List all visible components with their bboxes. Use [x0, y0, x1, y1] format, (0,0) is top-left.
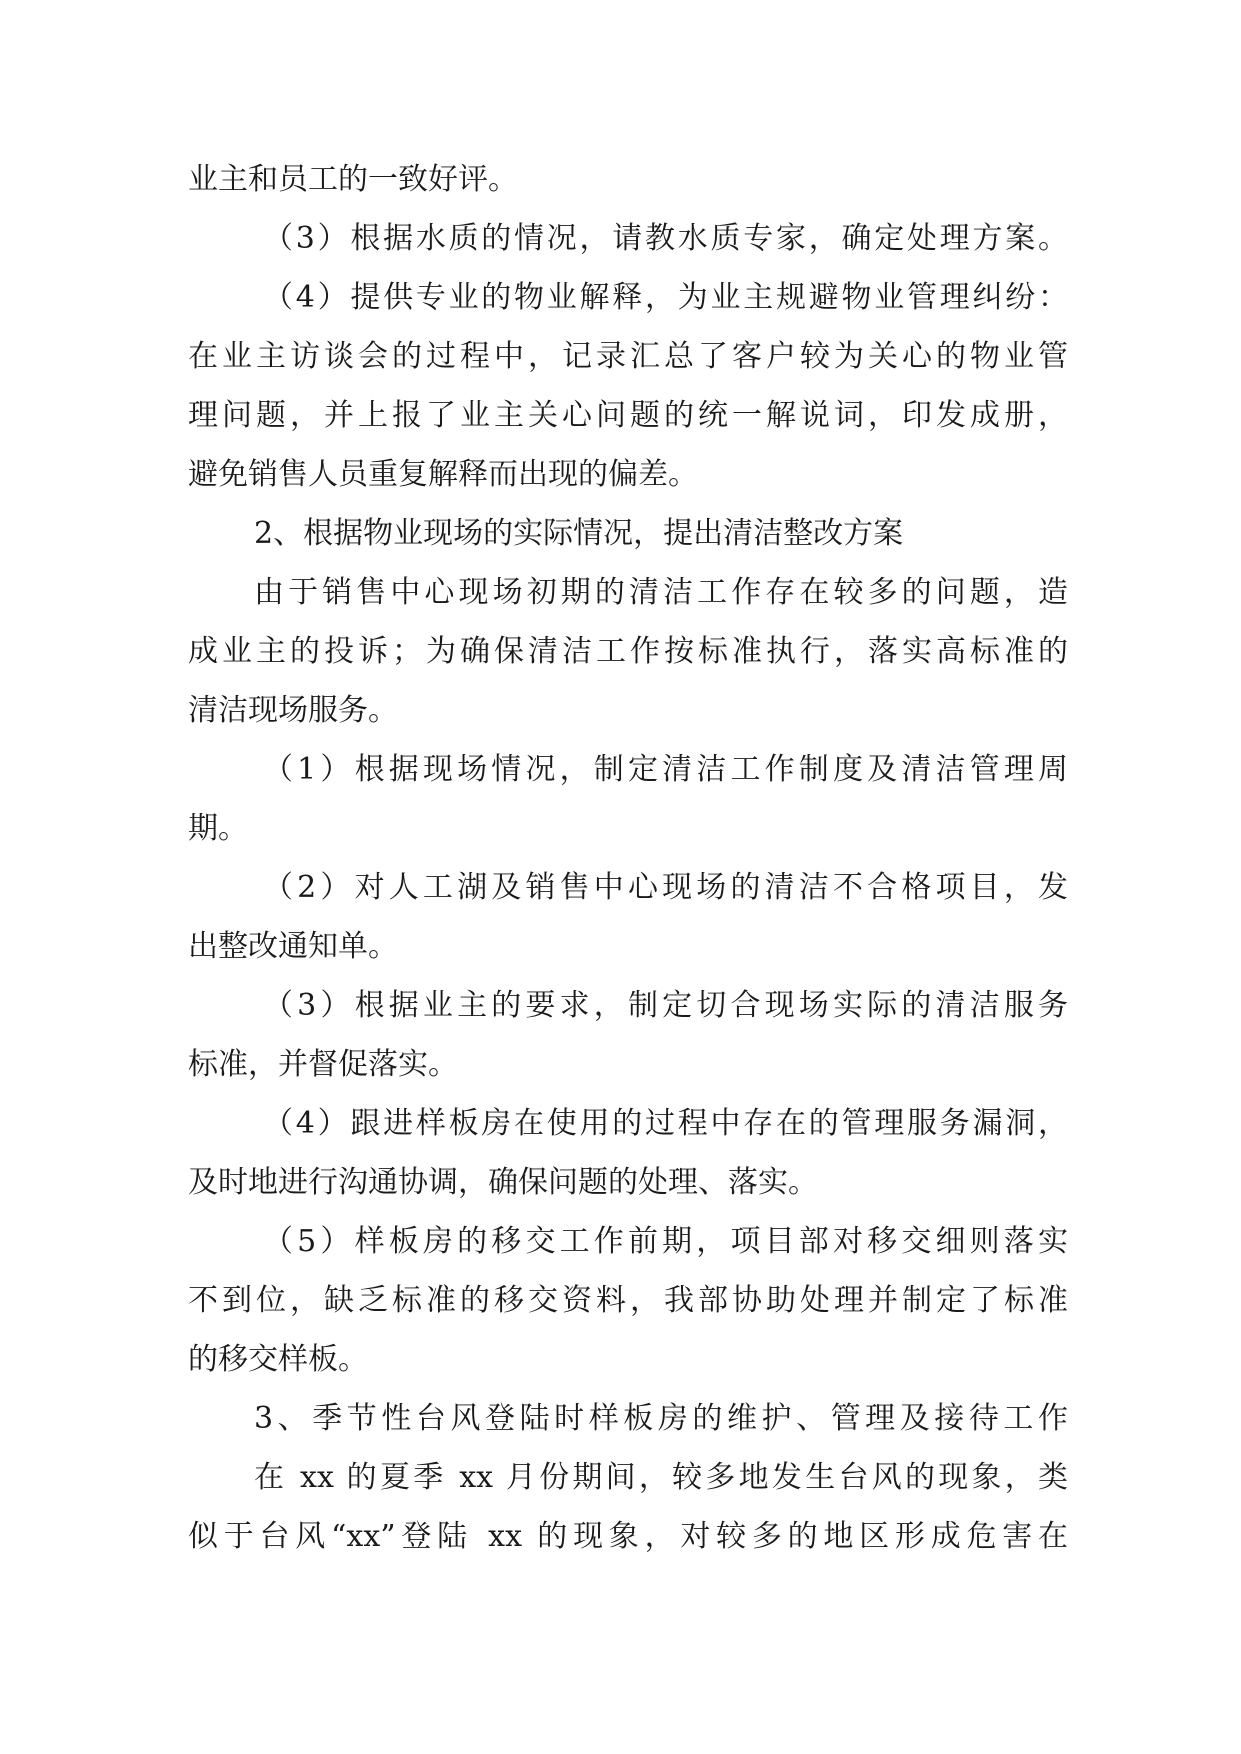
text-line: （5）样板房的移交工作前期，项目部对移交细则落实 [263, 1224, 1068, 1259]
text-line: 不到位，缺乏标准的移交资料，我部协助处理并制定了标准 [188, 1283, 1068, 1318]
text-line: 的移交样板。 [188, 1342, 368, 1377]
text-line: 出整改通知单。 [188, 929, 398, 964]
text-line: 清洁现场服务。 [188, 693, 398, 728]
text-line: （3）根据业主的要求，制定切合现场实际的清洁服务 [263, 988, 1068, 1023]
text-line: 在业主访谈会的过程中，记录汇总了客户较为关心的物业管 [188, 339, 1068, 374]
text-line: （4）提供专业的物业解释，为业主规避物业管理纠纷： [263, 280, 1068, 315]
text-line: （2）对人工湖及销售中心现场的清洁不合格项目，发 [263, 870, 1068, 905]
body-text [188, 150, 1068, 1566]
section-heading: 2、根据物业现场的实际情况，提出清洁整改方案 [254, 516, 904, 551]
text-line: 成业主的投诉；为确保清洁工作按标准执行，落实高标准的 [188, 634, 1068, 669]
text-line: 避免销售人员重复解释而出现的偏差。 [188, 457, 698, 492]
text-line: 标准，并督促落实。 [188, 1047, 458, 1082]
text-line: （4）跟进样板房在使用的过程中存在的管理服务漏洞， [263, 1106, 1068, 1141]
text-line: 及时地进行沟通协调，确保问题的处理、落实。 [188, 1165, 818, 1200]
text-line: （3）根据水质的情况，请教水质专家，确定处理方案。 [263, 221, 1068, 256]
text-line: （1）根据现场情况，制定清洁工作制度及清洁管理周 [263, 752, 1068, 787]
text-line: 期。 [188, 811, 248, 846]
text-line: 由于销售中心现场初期的清洁工作存在较多的问题，造 [254, 575, 1068, 610]
text-line: 业主和员工的一致好评。 [188, 162, 518, 197]
text-line: 在 xx 的夏季 xx 月份期间，较多地发生台风的现象，类 [254, 1460, 1068, 1495]
section-heading: 3、季节性台风登陆时样板房的维护、管理及接待工作 [254, 1401, 1068, 1436]
text-line: 似于台风“xx”登陆 xx 的现象，对较多的地区形成危害在 [188, 1519, 1068, 1554]
text-line: 理问题，并上报了业主关心问题的统一解说词，印发成册， [188, 398, 1068, 433]
